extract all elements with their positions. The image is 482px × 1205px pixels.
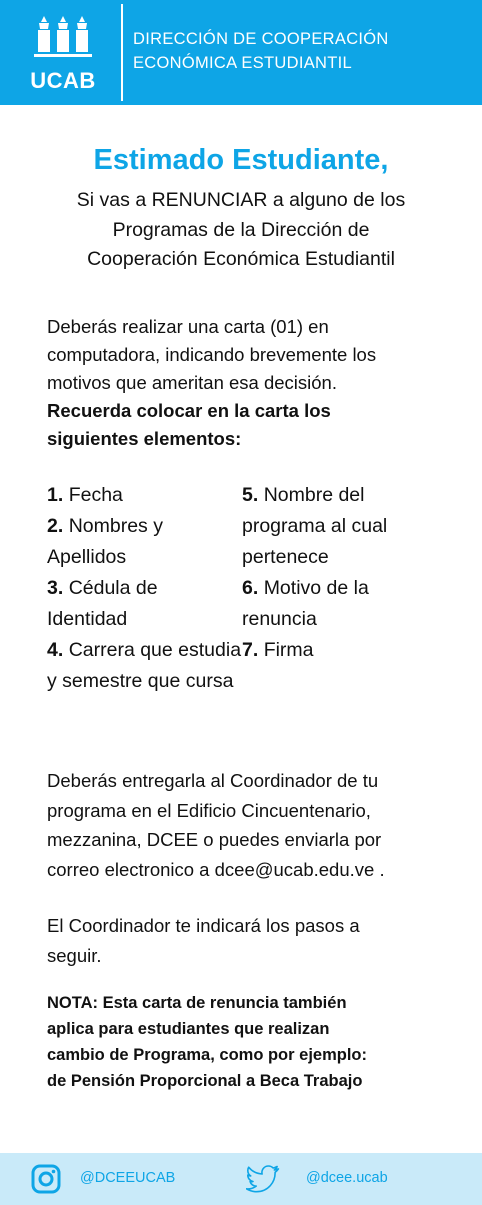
elements-list-left	[47, 480, 242, 697]
list-item	[242, 573, 442, 635]
list-item	[47, 635, 242, 697]
item-text: Cédula de Identidad	[47, 577, 158, 630]
subtitle-line-3: Cooperación Económica Estudiantil	[87, 248, 395, 270]
intro-line-1: Deberás realizar una carta (01) en	[47, 316, 329, 337]
department-name	[133, 27, 389, 75]
item-number: 6.	[242, 577, 259, 599]
note-line-4: de Pensión Proporcional a Beca Trabajo	[47, 1072, 363, 1090]
page-title: Estimado Estudiante,	[93, 144, 389, 176]
twitter-icon[interactable]	[246, 1165, 280, 1193]
coordinator-line-1: El Coordinador te indicará los pasos a	[47, 915, 360, 936]
item-number: 7.	[242, 639, 259, 661]
list-item	[47, 480, 242, 511]
delivery-line-3: mezzanina, DCEE o puedes enviarla por	[47, 829, 382, 850]
subtitle-line-1: Si vas a RENUNCIAR a alguno de los	[76, 189, 406, 211]
intro-bold-line-1: Recuerda colocar en la carta los	[47, 400, 331, 421]
coordinator-line-2: seguir.	[47, 944, 102, 966]
elements-list-right	[242, 480, 442, 666]
department-line-2: ECONÓMICA ESTUDIANTIL	[133, 54, 352, 72]
instagram-handle[interactable]: @DCEEUCAB	[80, 1170, 176, 1186]
logo-text: UCAB	[30, 68, 96, 93]
coordinator-paragraph	[47, 911, 447, 970]
list-item	[47, 573, 242, 635]
header-divider	[121, 4, 123, 101]
list-item	[242, 480, 442, 573]
delivery-line-2: programa en el Edificio Cincuentenario,	[47, 799, 371, 821]
delivery-line-4: correo electronico a dcee@ucab.edu.ve .	[47, 858, 385, 880]
note-line-3: cambio de Programa, como por ejemplo:	[47, 1046, 367, 1064]
intro-line-3: motivos que ameritan esa decisión.	[47, 372, 337, 393]
department-line-1: DIRECCIÓN DE COOPERACIÓN	[133, 30, 389, 48]
item-text: Nombre del programa al cual pertenece	[242, 484, 388, 568]
item-number: 5.	[242, 484, 259, 506]
item-number: 2.	[47, 515, 64, 537]
subtitle-line-2: Programas de la Dirección de	[112, 218, 370, 241]
list-item	[242, 635, 442, 666]
header-banner	[0, 0, 482, 105]
intro-bold-line-2: siguientes elementos:	[47, 428, 242, 449]
ucab-logo	[22, 14, 104, 94]
ucab-logo-icon	[22, 14, 104, 70]
delivery-line-1: Deberás entregarla al Coordinador de tu	[47, 770, 379, 791]
item-text: Nombres y Apellidos	[47, 515, 163, 568]
twitter-handle[interactable]: @dcee.ucab	[306, 1170, 388, 1186]
item-number: 3.	[47, 577, 64, 599]
intro-paragraph	[47, 313, 447, 453]
item-text: Carrera que estudia y semestre que cursa	[47, 639, 242, 692]
item-text: Firma	[263, 639, 314, 661]
note-paragraph	[47, 990, 457, 1094]
subtitle	[30, 186, 452, 275]
item-number: 1.	[47, 484, 64, 506]
item-number: 4.	[47, 639, 64, 661]
delivery-paragraph	[47, 766, 447, 884]
note-line-2: aplica para estudiantes que realizan	[47, 1020, 330, 1038]
intro-line-2: computadora, indicando brevemente los	[47, 344, 377, 365]
item-text: Motivo de la renuncia	[242, 577, 369, 630]
instagram-icon[interactable]	[30, 1163, 62, 1195]
note-line-1: NOTA: Esta carta de renuncia también	[47, 994, 347, 1012]
list-item	[47, 511, 242, 573]
item-text: Fecha	[68, 484, 123, 506]
social-footer	[0, 1153, 482, 1205]
